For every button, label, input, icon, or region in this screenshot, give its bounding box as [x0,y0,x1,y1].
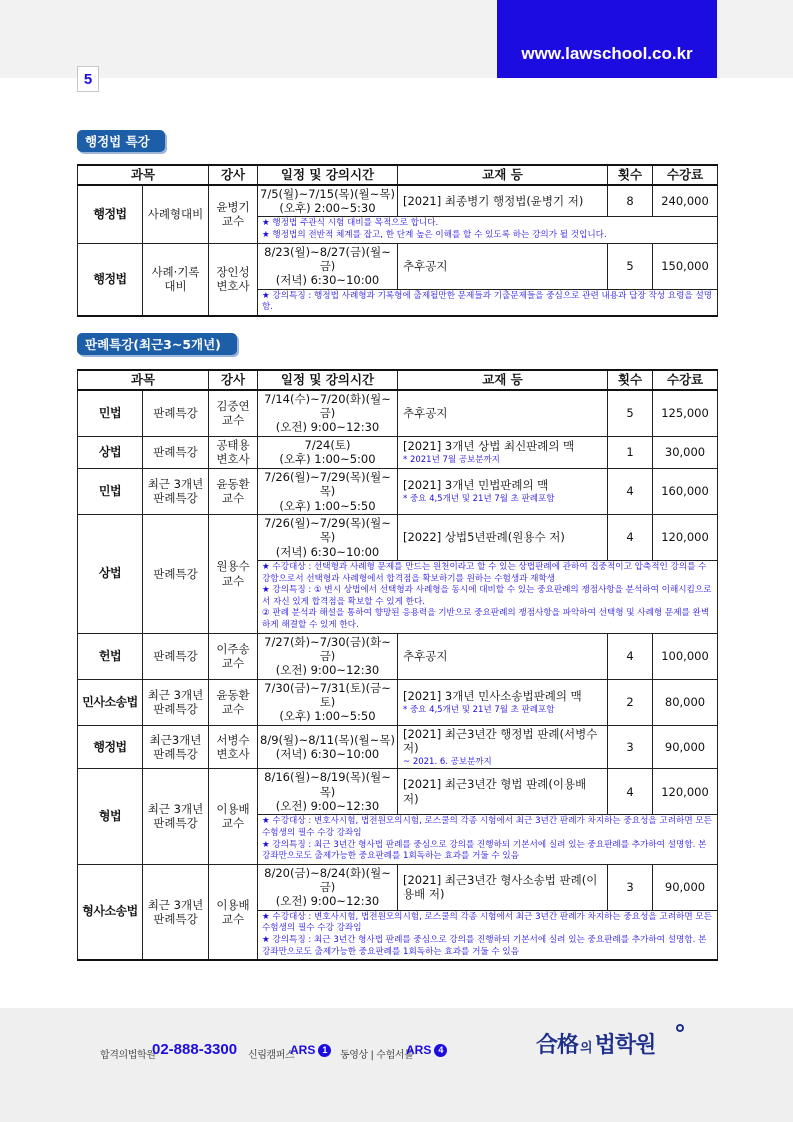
course-type: 최근3개년 판례특강 [143,725,209,768]
col-fee: 수강료 [653,165,718,185]
book: [2021] 3개년 상법 최신판례의 맥 * 2021년 7월 공보분까지 [398,436,608,468]
schedule: 7/14(수)~7/20(화)(월~금) (오전) 9:00~12:30 [258,390,398,437]
lecture-description: ★ 행정법 주관식 시험 대비를 목적으로 합니다. ★ 행정법의 전반적 체계를 잡고, 한 단계 높은 이해를 할 수 있도록 하는 강의가 될 것입니다. [258,217,718,243]
subject: 형사소송법 [78,864,143,960]
count: 4 [608,633,653,679]
count: 2 [608,679,653,725]
table-row [78,185,718,217]
fee: 150,000 [653,243,718,289]
schedule: 7/24(토) (오후) 1:00~5:00 [258,436,398,468]
footer-video-label: 동영상 | 수험서몰 [340,1050,414,1061]
course-type: 사례형대비 [143,185,209,243]
col-subject: 과목 [78,165,209,185]
lecturer: 윤동환 교수 [209,679,258,725]
table-row [78,864,718,910]
count: 8 [608,185,653,217]
course-type: 최근 3개년 판례특강 [143,679,209,725]
lecturer: 이용배 교수 [209,864,258,960]
fee: 120,000 [653,769,718,815]
count: 4 [608,514,653,560]
schedule: 8/23(월)~8/27(금)(월~금) (저녁) 6:30~10:00 [258,243,398,289]
footer [0,1008,793,1122]
count: 4 [608,769,653,815]
fee: 240,000 [653,185,718,217]
lecture-description: ★ 수강대상 : 변호사시험, 법전원모의시험, 로스쿨의 각종 시험에서 최근 3년간 판례가 차지하는 중요성을 고려하면 모든 수험생의 필수 수강 강좌임 ★ 강의특징 : 최근 3년간 형사법 판례를 중심으로 강의를 진행하되 기본서에 실려 있는 중요판례를 추가하여 설명함. 본 강좌만으로도 출제가능한 중요판례를 1회독하는 효과를 거둘 수 있음 [258,815,718,864]
subject: 상법 [78,436,143,468]
subject: 행정법 [78,185,143,243]
schedule: 8/9(월)~8/11(목)(월~목) (저녁) 6:30~10:00 [258,725,398,768]
course-type: 최근 3개년 판례특강 [143,864,209,960]
subject: 민법 [78,390,143,437]
table-header-row [78,165,718,185]
footer-ars-1: ARS 1 [290,1043,331,1057]
count: 1 [608,436,653,468]
lecture-description: ★ 수강대상 : 변호사시험, 법전원모의시험, 로스쿨의 각종 시험에서 최근 3년간 판례가 차지하는 중요성을 고려하면 모든 수험생의 필수 수강 강좌임 ★ 강의특징 : 최근 3년간 형사법 판례를 중심으로 강의를 진행하되 기본서에 실려 있는 중요판례를 추가하여 설명함. 본 강좌만으로도 출제가능한 중요판례를 1회독하는 효과를 거둘 수 있음 [258,910,718,960]
subject: 민법 [78,468,143,514]
table-row [78,633,718,679]
count: 3 [608,725,653,768]
table-row [78,390,718,437]
schedule: 8/16(월)~8/19(목)(월~목) (오전) 9:00~12:30 [258,769,398,815]
table-row [78,679,718,725]
course-type: 판례특강 [143,436,209,468]
course-type: 판례특강 [143,390,209,437]
schedule: 7/5(월)~7/15(목)(월~목) (오후) 2:00~5:30 [258,185,398,217]
subject: 상법 [78,514,143,633]
schedule: 7/26(월)~7/29(목)(월~목) (오후) 1:00~5:50 [258,468,398,514]
subject: 민사소송법 [78,679,143,725]
col-book: 교재 등 [398,370,608,390]
table-row [78,468,718,514]
fee: 120,000 [653,514,718,560]
table-row [78,514,718,560]
page-number: 5 [77,66,99,92]
lecture-description: ★ 수강대상 : 선택형과 사례형 문제를 만드는 원천이라고 할 수 있는 상법판례에 관하여 집중적이고 압축적인 강의를 수강함으로서 선택형과 사례형에서 합격점을 확보하기를 원하는 수험생과 재학생 ★ 강의특징 : ① 변시 상법에서 선택형과 사례형을 동시에 대비할 수 있는 중요판례의 쟁점사항을 분석하여 이해시킴으로서 자신 있게 합격점을 확보할 수 있게 한다. ② 판례 분석과 해설을 통하여 향망된 응용력을 기반으로 중요판례의 쟁점사항을 파악하여 선택형 및 사례형 문제를 완벽하게 해결할 수 있게 한다. [258,561,718,634]
lecturer: 이용배 교수 [209,769,258,865]
fee: 90,000 [653,725,718,768]
book: 추후공지 [398,390,608,437]
lecturer: 원용수 교수 [209,514,258,633]
fee: 90,000 [653,864,718,910]
table-row [78,769,718,815]
subject: 헌법 [78,633,143,679]
col-count: 횟수 [608,165,653,185]
col-schedule: 일정 및 강의시간 [258,370,398,390]
col-schedule: 일정 및 강의시간 [258,165,398,185]
course-type: 사례·기록 대비 [143,243,209,316]
course-type: 최근 3개년 판례특강 [143,769,209,865]
lecture-description: ★ 강의특징 : 행정법 사례형과 기록형에 출제될만한 문제들과 기출문제들을 중심으로 관련 내용과 답장 작성 요령을 설명함. [258,289,718,316]
fee: 80,000 [653,679,718,725]
course-type: 판례특강 [143,633,209,679]
col-lecturer: 강사 [209,370,258,390]
book: [2022] 상법5년판례(원용수 저) [398,514,608,560]
fee: 30,000 [653,436,718,468]
footer-academy-label: 합격의법학원 [100,1050,156,1061]
lecturer: 이주송 교수 [209,633,258,679]
fee: 160,000 [653,468,718,514]
subject: 행정법 [78,243,143,316]
book: [2021] 최근3년간 행정법 판례(서병수 저) ~ 2021. 6. 공보분까지 [398,725,608,768]
book: [2021] 최종병기 행정법(윤병기 저) [398,185,608,217]
site-url-banner[interactable] [497,0,717,78]
book: [2021] 3개년 민법판례의 맥 * 중요 4,5개년 및 21년 7월 초 판례포함 [398,468,608,514]
col-lecturer: 강사 [209,165,258,185]
book: [2021] 최근3년간 형사소송법 판례(이용배 저) [398,864,608,910]
admin-law-table [77,164,718,317]
book: 추후공지 [398,633,608,679]
col-book: 교재 등 [398,165,608,185]
table-row [78,436,718,468]
table-header-row [78,370,718,390]
fee: 100,000 [653,633,718,679]
fee: 125,000 [653,390,718,437]
count: 3 [608,864,653,910]
book: 추후공지 [398,243,608,289]
subject: 행정법 [78,725,143,768]
section-title-precedent: 판례특강(최근3~5개년) [77,333,237,355]
footer-campus-label: 신림캠퍼스 [248,1050,295,1061]
count: 5 [608,243,653,289]
table-row [78,243,718,289]
logo-dot-icon [676,1024,684,1032]
schedule: 7/26(월)~7/29(목)(월~목) (저녁) 6:30~10:00 [258,514,398,560]
count: 5 [608,390,653,437]
col-fee: 수강료 [653,370,718,390]
site-url[interactable]: www.lawschool.co.kr [521,44,693,63]
table-row [78,725,718,768]
lecturer: 김중연 교수 [209,390,258,437]
lecturer: 장인성 변호사 [209,243,258,316]
precedent-lecture-table [77,369,718,961]
lecturer: 윤병기 교수 [209,185,258,243]
col-subject: 과목 [78,370,209,390]
section-title-admin-law: 행정법 특강 [77,130,165,152]
footer-ars-4: ARS 4 [406,1043,447,1057]
book: [2021] 3개년 민사소송법판례의 맥 * 중요 4,5개년 및 21년 7월 초 판례포함 [398,679,608,725]
lecturer: 서병수 변호사 [209,725,258,768]
schedule: 7/27(화)~7/30(금)(화~금) (오전) 9:00~12:30 [258,633,398,679]
book: [2021] 최근3년간 형법 판례(이용배 저) [398,769,608,815]
course-type: 최근 3개년 판례특강 [143,468,209,514]
academy-logo: 合格 의 법학원 [536,1033,656,1058]
schedule: 7/30(금)~7/31(토)(금~토) (오후) 1:00~5:50 [258,679,398,725]
col-count: 횟수 [608,370,653,390]
schedule: 8/20(금)~8/24(화)(월~금) (오전) 9:00~12:30 [258,864,398,910]
footer-phone[interactable]: 02-888-3300 [152,1041,238,1058]
course-type: 판례특강 [143,514,209,633]
count: 4 [608,468,653,514]
lecturer: 공태용 변호사 [209,436,258,468]
lecturer: 윤동환 교수 [209,468,258,514]
subject: 형법 [78,769,143,865]
